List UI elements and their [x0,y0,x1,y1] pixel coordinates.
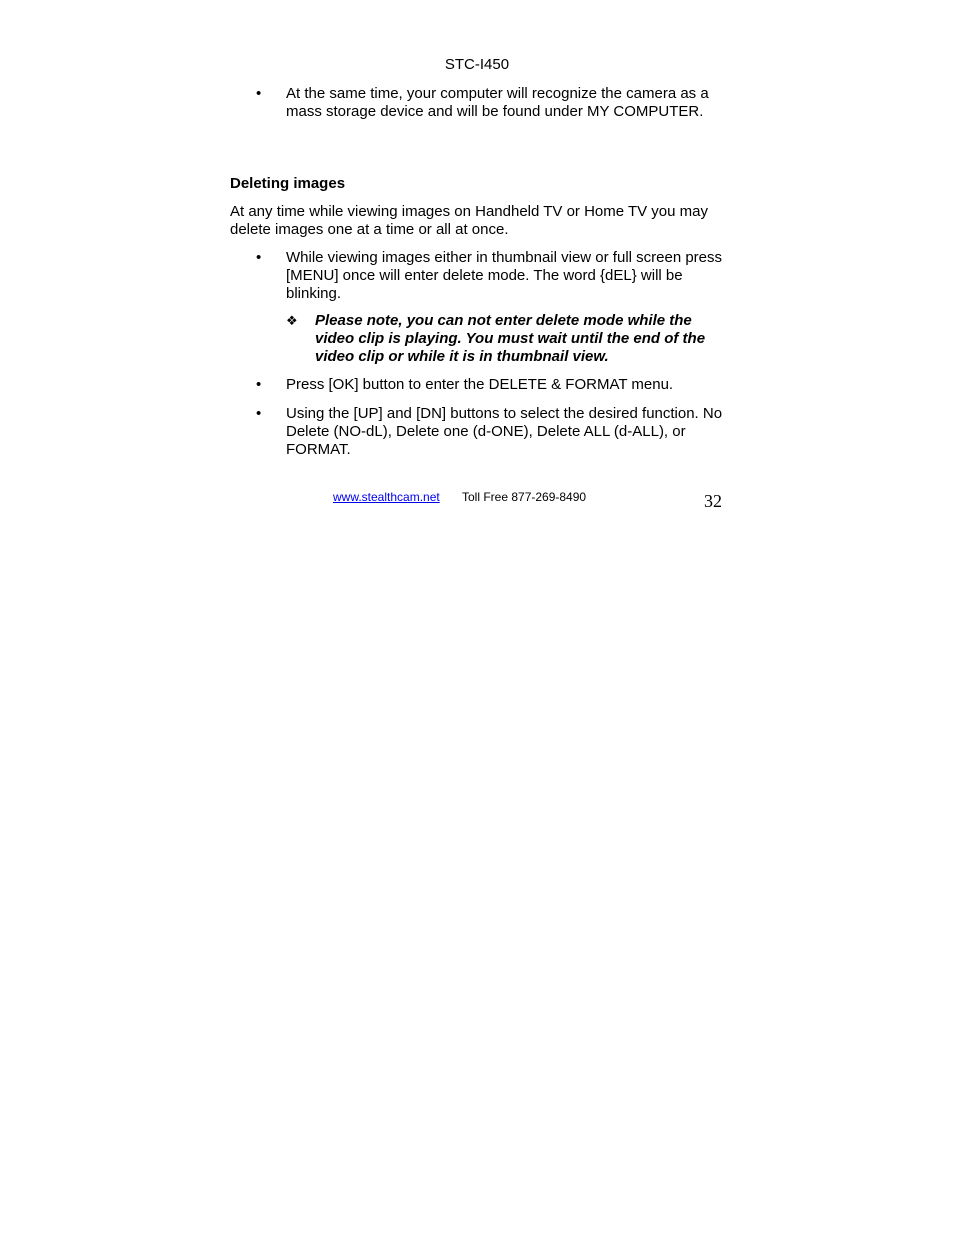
bullet-icon: • [256,249,262,266]
bullet-icon: • [256,376,262,393]
bullet-icon: • [256,85,262,102]
section-title: Deleting images [230,175,346,192]
list-item-text: While viewing images either in thumbnail view or full screen press [MENU] once will enter delete mode. The word {dEL} will be blinking. [286,249,723,302]
page-header-model: STC-I450 [444,56,510,73]
section-intro: At any time while viewing images on Handheld TV or Home TV you may delete images one at a time or all at once. [230,203,709,238]
list-item-text: At the same time, your computer will recognize the camera as a mass storage device and will be found under MY COMPUTER. [286,85,709,120]
list-item-text: Using the [UP] and [DN] buttons to select the desired function. No Delete (NO-dL), Delete one (d-ONE), Delete ALL (d-ALL), or FORMAT. [286,405,723,458]
diamond-bullet-icon: ❖ [286,313,298,328]
page-number: 32 [704,491,722,511]
list-item-mass-storage [256,85,726,121]
list-item-select-function [256,405,726,459]
website-link[interactable]: www.stealthcam.net [333,490,440,504]
list-item-press-ok [256,376,726,394]
toll-free-phone: Toll Free 877-269-8490 [462,490,587,504]
bullet-icon: • [256,405,262,422]
note-callout [286,312,725,366]
note-text: Please note, you can not enter delete mode while the video clip is playing. You must wait until the end of the video clip or while it is in thumbnail view. [315,312,706,365]
list-item-enter-delete-mode [256,249,726,303]
list-item-text: Press [OK] button to enter the DELETE & FORMAT menu. [286,376,674,393]
